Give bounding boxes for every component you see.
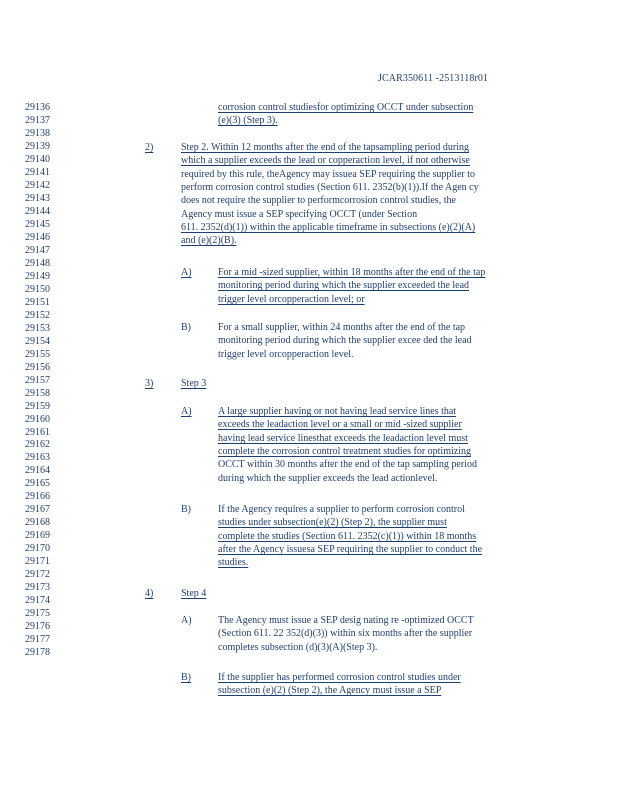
text-line: trigger level orcopperaction level. (218, 348, 354, 360)
line-number: 29138 (25, 127, 50, 139)
text-line: perform corrosion control studies (Section 611. 2352(b)(1)).If the Agen cy (181, 182, 479, 194)
line-number: 29139 (25, 140, 50, 152)
line-number: 29150 (25, 283, 50, 295)
text-line: Step 2. Within 12 months after the end of the tapsampling period during (181, 142, 469, 153)
line-number: 29153 (25, 322, 50, 334)
line-number: 29165 (25, 478, 50, 490)
line-number: 29151 (25, 296, 50, 308)
line-number: 29152 (25, 309, 50, 321)
text-line: studies under subsection(e)(2) (Step 2), the supplier must (218, 517, 447, 529)
text-line: which a supplier exceeds the lead or copperaction level, if not otherwise (181, 155, 470, 167)
text-line: corrosion control studiesfor optimizing OCCT under subsection (218, 102, 474, 113)
line-number: 29170 (25, 543, 50, 555)
line-number: 29178 (25, 647, 50, 659)
line-number: 29175 (25, 608, 50, 620)
line-number: 29140 (25, 153, 50, 165)
text-line: monitoring period during which the supplier exceeded the lead (218, 280, 470, 292)
text-line: 611. 2352(d)(1)) within the applicable timeframe in subsections (e)(2)(A) (181, 222, 476, 234)
line-number: 29146 (25, 231, 50, 243)
line-number: 29174 (25, 595, 50, 607)
list-marker: A) (181, 267, 192, 278)
list-marker: A) (181, 615, 192, 626)
text-line: having lead service linesthat exceeds the leadaction level must (218, 432, 468, 444)
line-number: 29148 (25, 257, 50, 269)
list-marker: 4) (145, 588, 154, 599)
line-number: 29163 (25, 452, 50, 464)
line-number: 29154 (25, 335, 50, 347)
line-number: 29141 (25, 166, 50, 178)
line-number: 29169 (25, 530, 50, 542)
line-number: 29161 (25, 426, 50, 438)
item-title: Step 4 (181, 588, 207, 599)
line-number: 29156 (25, 361, 50, 373)
text-line: OCCT within 30 months after the end of the tap sampling period (218, 459, 477, 471)
line-number: 29159 (25, 400, 50, 412)
text-line: complete the studies (Section 611. 2352(c)(1)) within 18 months (218, 530, 477, 542)
list-marker: B) (181, 504, 191, 515)
line-number: 29158 (25, 387, 50, 399)
text-line: The Agency must issue a SEP desig nating re -optimized OCCT (218, 615, 474, 626)
list-marker: A) (181, 406, 192, 417)
text-line: complete the corrosion control treatment studies for optimizing (218, 446, 471, 458)
line-number: 29147 (25, 244, 50, 256)
line-number: 29157 (25, 374, 50, 386)
list-marker: 3) (145, 378, 154, 389)
line-number: 29162 (25, 439, 50, 451)
list-marker: B) (181, 672, 191, 683)
text-line: and (e)(2)(B). (181, 235, 237, 247)
text-line: studies. (218, 557, 249, 569)
page-header: JCAR350611 -2513118r01 (378, 73, 489, 84)
line-number: 29177 (25, 634, 50, 646)
line-number: 29145 (25, 218, 50, 230)
line-number: 29144 (25, 205, 50, 217)
text-line: (Section 611. 22 352(d)(3)) within six months after the supplier (218, 628, 473, 640)
text-line: subsection (e)(2) (Step 2), the Agency must issue a SEP (218, 685, 442, 697)
text-line: A large supplier having or not having lead service lines that (218, 406, 457, 417)
line-number: 29171 (25, 556, 50, 568)
text-line: Agency must issue a SEP specifying OCCT (under Section (181, 208, 418, 220)
text-line: does not require the supplier to performcorrosion control studies, the (181, 195, 456, 207)
list-marker: B) (181, 322, 191, 333)
text-line: If the supplier has performed corrosion control studies under (218, 672, 461, 683)
line-number: 29167 (25, 504, 50, 516)
line-number: 29166 (25, 491, 50, 503)
line-number: 29173 (25, 582, 50, 594)
line-number: 29137 (25, 114, 50, 126)
line-number: 29149 (25, 270, 50, 282)
list-marker: 2) (145, 142, 154, 153)
line-number: 29164 (25, 465, 50, 477)
text-line: If the Agency requires a supplier to perform corrosion control (218, 504, 465, 515)
text-line: exceeds the leadaction level or a small or mid -sized supplier (218, 419, 462, 431)
line-number: 29160 (25, 413, 50, 425)
text-line: (e)(3) (Step 3). (218, 115, 278, 126)
item-title: Step 3 (181, 378, 207, 389)
text-line: For a mid -sized supplier, within 18 months after the end of the tap (218, 267, 486, 278)
line-number: 29176 (25, 621, 50, 633)
line-number: 29168 (25, 517, 50, 529)
text-line: monitoring period during which the supplier excee ded the lead (218, 335, 472, 347)
text-line: trigger level orcopperaction level; or (218, 293, 365, 305)
text-line: during which the supplier exceeds the lead actionlevel. (218, 472, 438, 484)
line-number: 29155 (25, 348, 50, 360)
text-line: required by this rule, theAgency may issuea SEP requiring the supplier to (181, 168, 476, 180)
text-line: completes subsection (d)(3)(A)(Step 3). (218, 641, 378, 653)
line-number: 29142 (25, 179, 50, 191)
text-line: For a small supplier, within 24 months after the end of the tap (218, 322, 466, 333)
line-number: 29172 (25, 569, 50, 581)
line-number: 29143 (25, 192, 50, 204)
line-number: 29136 (25, 102, 50, 113)
text-line: after the Agency issuesa SEP requiring the supplier to conduct the (218, 544, 483, 556)
